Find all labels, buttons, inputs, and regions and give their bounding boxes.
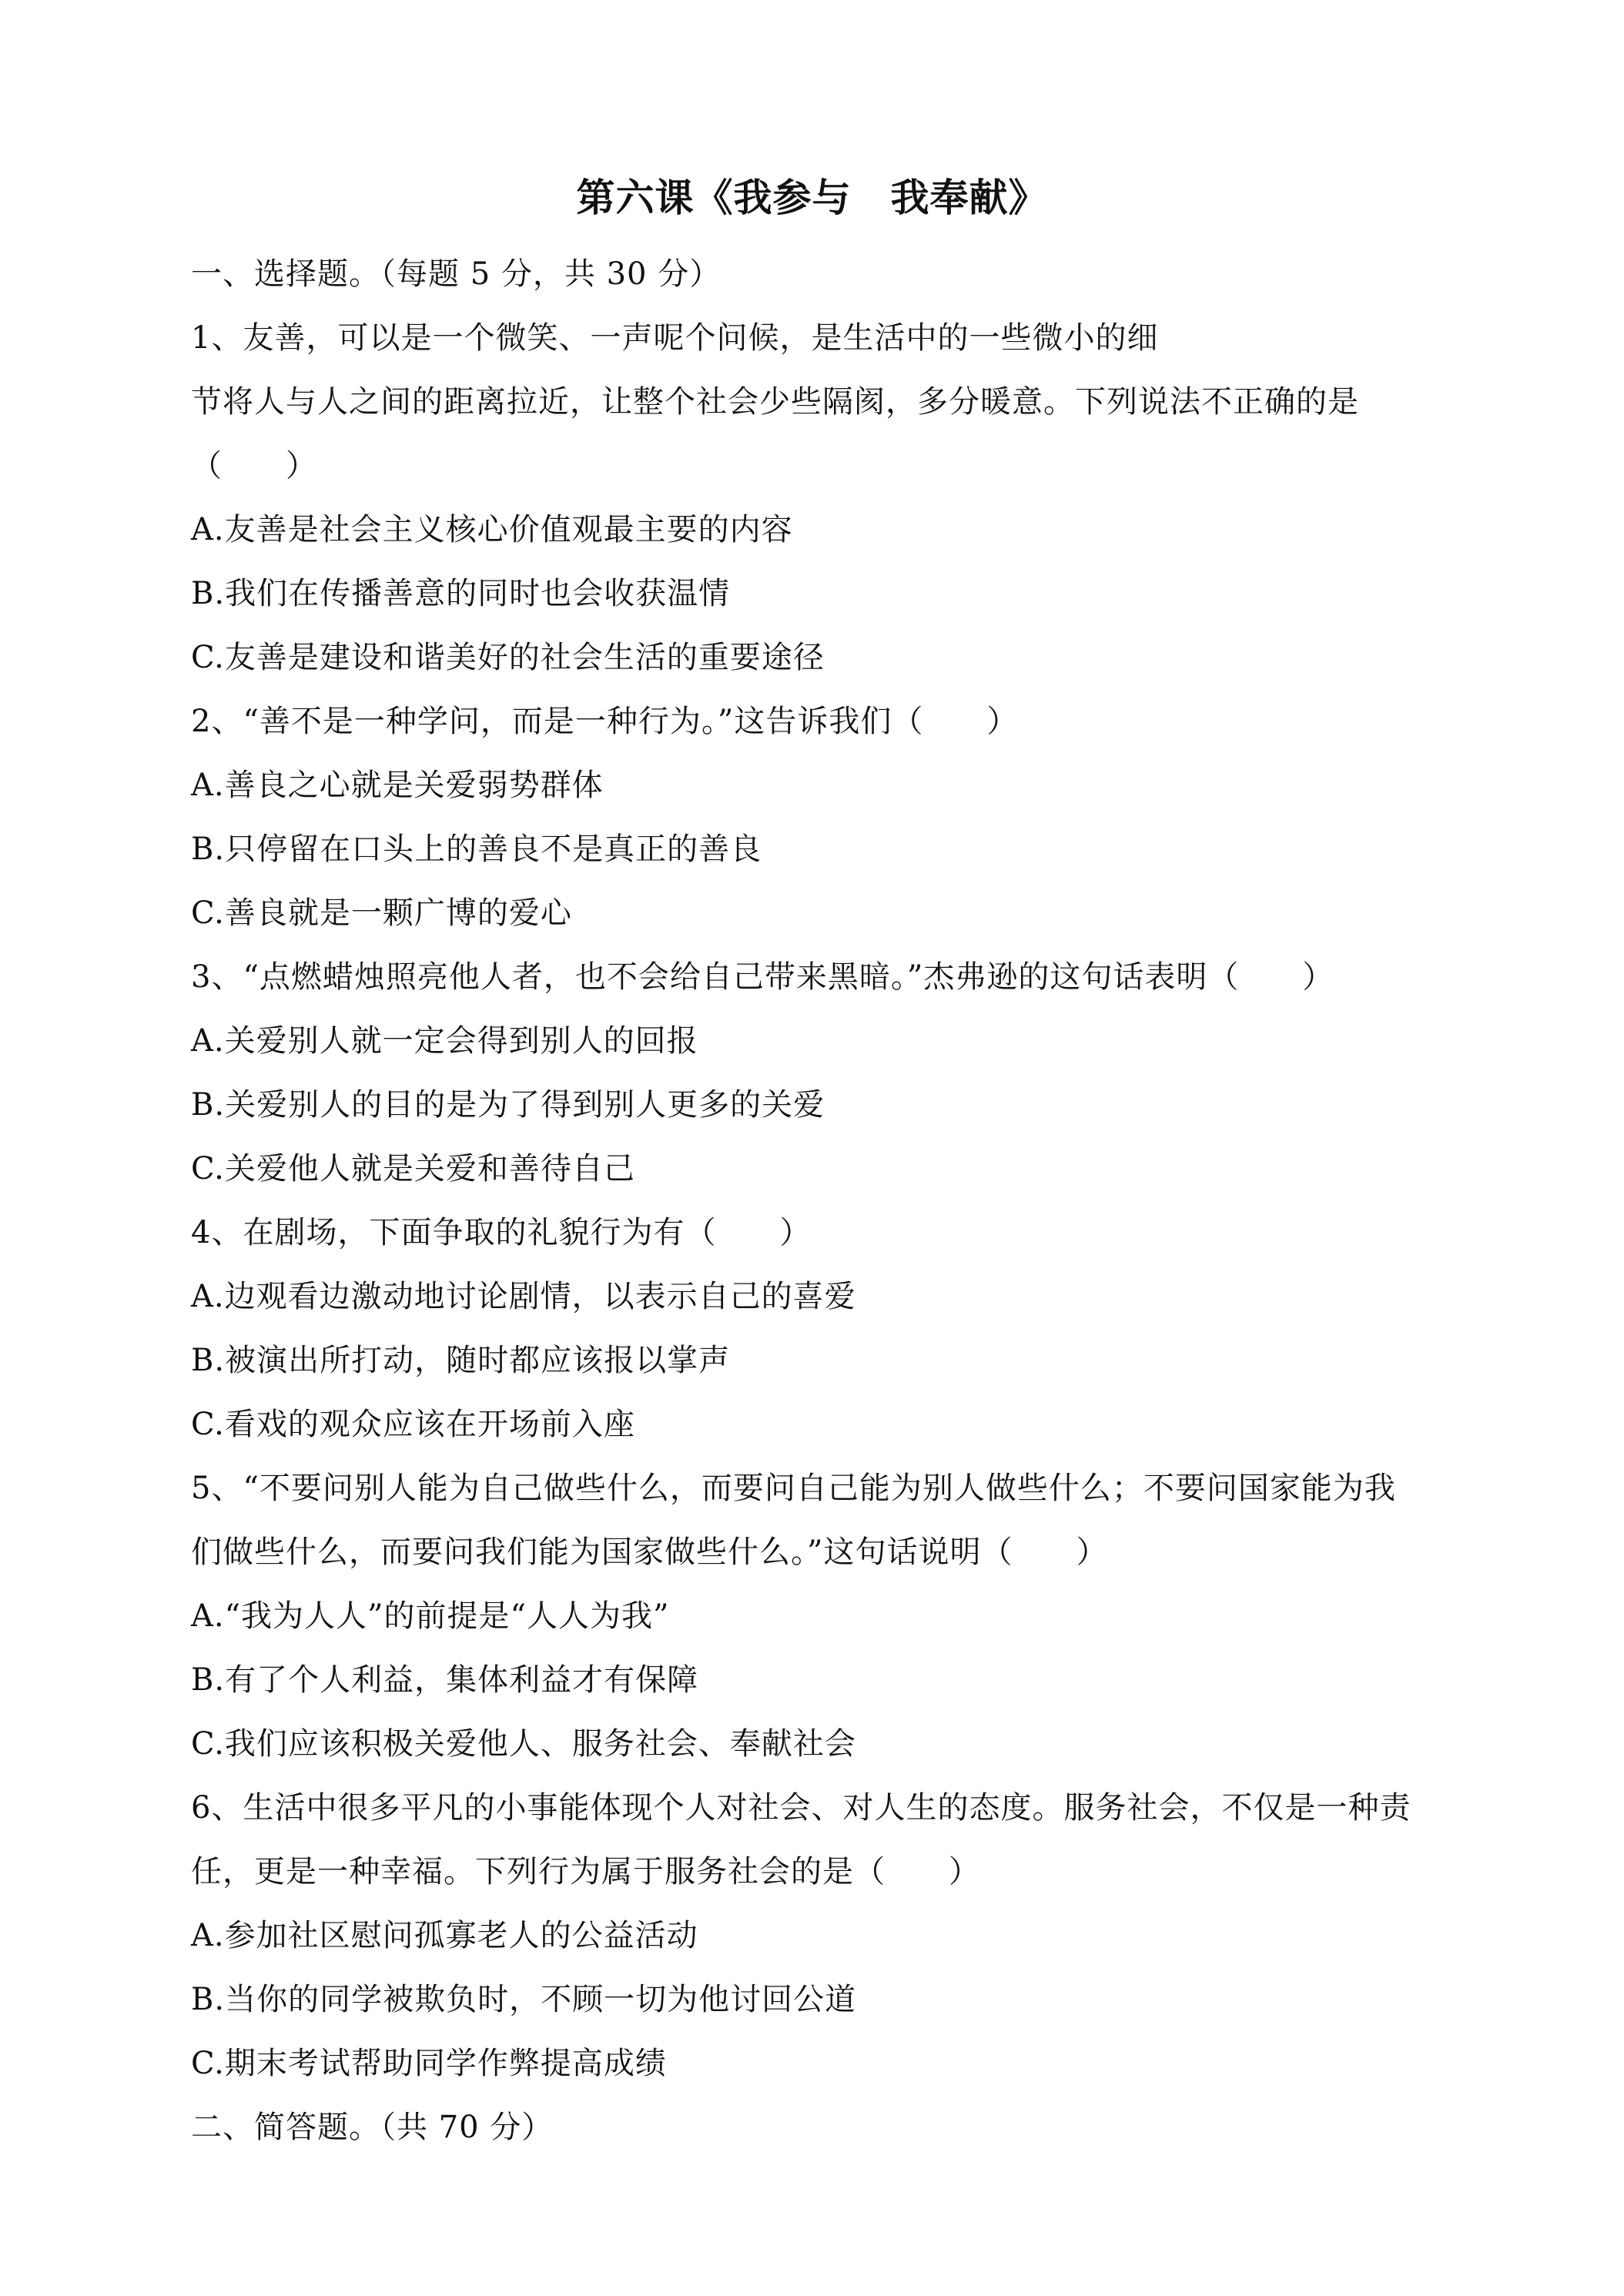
question-1-answer-blank: （ ） xyxy=(191,448,317,484)
page-title: 第六课《我参与 我奉献》 xyxy=(576,175,1048,220)
question-4-option-c: C.看戏的观众应该在开场前入座 xyxy=(191,1407,635,1442)
question-3-stem: 3、“点燃蜡烛照亮他人者，也不会给自己带来黑暗。”杰弗逊的这句话表明（ ） xyxy=(191,959,1334,995)
question-4-stem: 4、在剧场，下面争取的礼貌行为有（ ） xyxy=(191,1215,812,1250)
question-5-stem-line-1: 5、“不要问别人能为自己做些什么，而要问自己能为别人做些什么；不要问国家能为我 xyxy=(191,1471,1396,1506)
question-6-stem-line-2: 任，更是一种幸福。下列行为属于服务社会的是（ ） xyxy=(191,1854,980,1889)
question-2-stem: 2、“善不是一种学问，而是一种行为。”这告诉我们（ ） xyxy=(191,704,1019,739)
question-1-option-b: B.我们在传播善意的同时也会收获温情 xyxy=(191,576,731,611)
section-heading-multiple-choice: 一、选择题。（每题 5 分，共 30 分） xyxy=(191,256,722,292)
question-3-option-a: A.关爱别人就一定会得到别人的回报 xyxy=(191,1023,698,1059)
question-6-option-a: A.参加社区慰问孤寡老人的公益活动 xyxy=(191,1918,698,1953)
question-2-option-b: B.只停留在口头上的善良不是真正的善良 xyxy=(191,832,762,867)
question-2-option-a: A.善良之心就是关爱弱势群体 xyxy=(191,768,604,803)
question-4-option-a: A.边观看边激动地讨论剧情，以表示自己的喜爱 xyxy=(191,1279,856,1314)
question-3-option-b: B.关爱别人的目的是为了得到别人更多的关爱 xyxy=(191,1087,825,1123)
question-5-stem-line-2: 们做些什么，而要问我们能为国家做些什么。”这句话说明（ ） xyxy=(191,1535,1108,1570)
question-1-stem-line-1: 1、友善，可以是一个微笑、一声呢个问候，是生活中的一些微小的细 xyxy=(191,320,1159,356)
question-6-option-c: C.期末考试帮助同学作弊提高成绩 xyxy=(191,2046,667,2081)
question-1-stem-line-2: 节将人与人之间的距离拉近，让整个社会少些隔阂，多分暖意。下列说法不正确的是 xyxy=(191,384,1359,420)
question-4-option-b: B.被演出所打动，随时都应该报以掌声 xyxy=(191,1343,731,1378)
question-5-option-a: A.“我为人人”的前提是“人人为我” xyxy=(191,1598,670,1634)
question-1-option-a: A.友善是社会主义核心价值观最主要的内容 xyxy=(191,512,793,547)
question-6-option-b: B.当你的同学被欺负时，不顾一切为他讨回公道 xyxy=(191,1982,857,2017)
question-1-option-c: C.友善是建设和谐美好的社会生活的重要途径 xyxy=(191,640,825,675)
question-5-option-b: B.有了个人利益，集体利益才有保障 xyxy=(191,1662,699,1698)
question-2-option-c: C.善良就是一颗广博的爱心 xyxy=(191,895,572,931)
question-6-stem-line-1: 6、生活中很多平凡的小事能体现个人对社会、对人生的态度。服务社会，不仅是一种责 xyxy=(191,1790,1411,1826)
question-3-option-c: C.关爱他人就是关爱和善待自己 xyxy=(191,1151,635,1186)
section-heading-short-answer: 二、简答题。（共 70 分） xyxy=(191,2110,554,2145)
question-5-option-c: C.我们应该积极关爱他人、服务社会、奉献社会 xyxy=(191,1726,856,1762)
